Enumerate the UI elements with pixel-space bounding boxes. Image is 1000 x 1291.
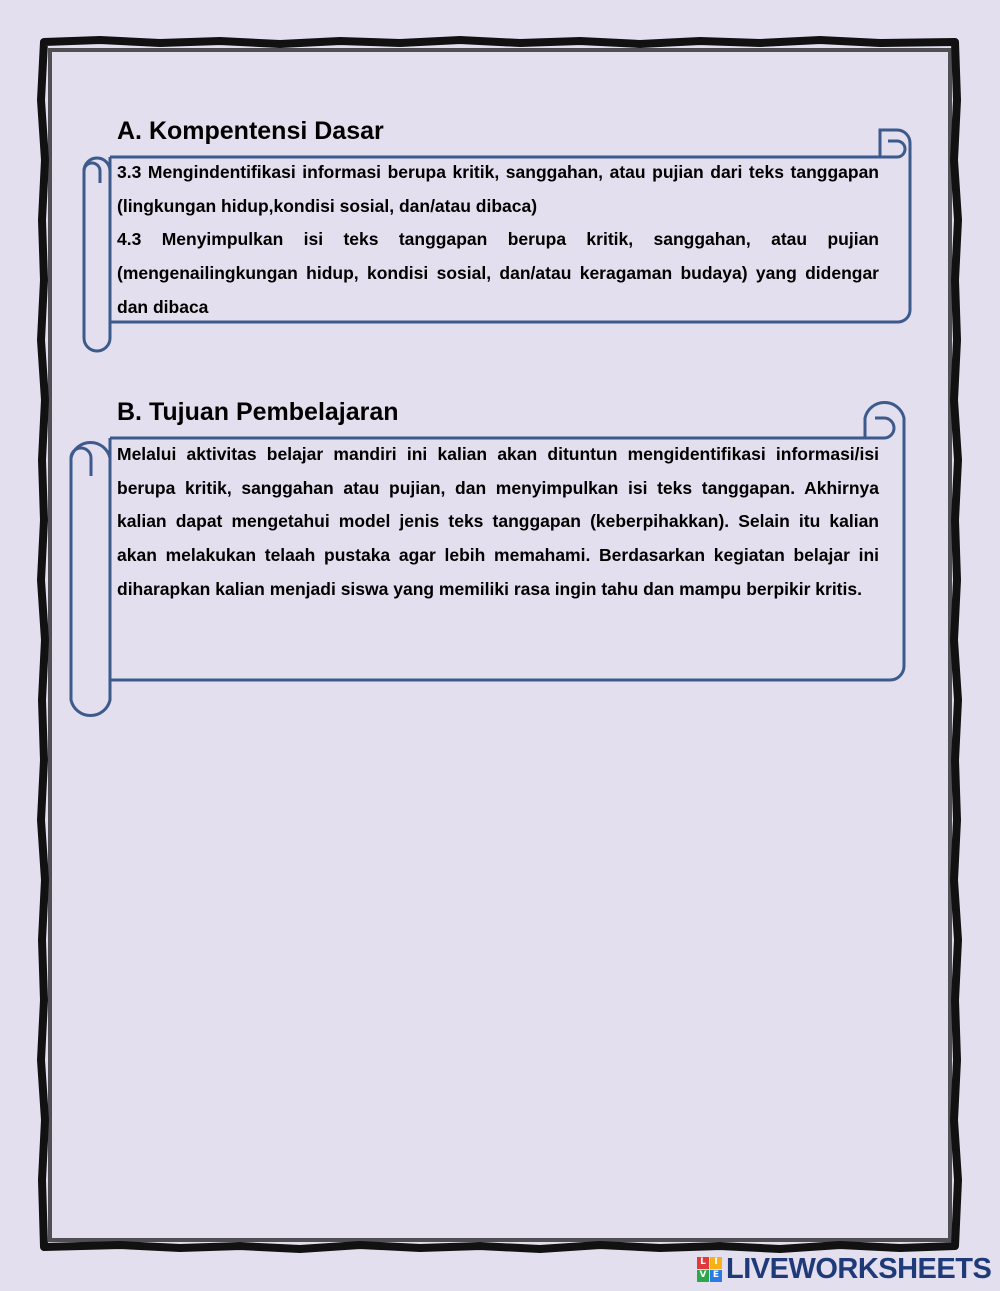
badge-letter: L (697, 1257, 709, 1269)
kompetensi-dasar-text (117, 156, 879, 325)
section-heading-kompetensi-dasar: A. Kompentensi Dasar (117, 117, 384, 145)
section-heading-tujuan-pembelajaran: B. Tujuan Pembelajaran (117, 398, 399, 426)
liveworksheets-badge-icon (697, 1257, 722, 1282)
badge-letter: V (697, 1270, 709, 1282)
tujuan-pembelajaran-text (117, 438, 879, 607)
liveworksheets-wordmark: LIVEWORKSHEETS (726, 1252, 992, 1285)
tp-paragraph: Melalui aktivitas belajar mandiri ini kalian akan dituntun mengidentifikasi informasi/isi berupa kritik, sanggahan atau pujian, dan menyimpulkan isi teks tanggapan. Akhirnya kalian dapat mengetahui model jenis teks tanggapan (keberpihakkan). Selain itu kalian akan melakukan telaah pustaka agar lebih memahami. Berdasarkan kegiatan belajar ini diharapkan kalian menjadi siswa yang memiliki rasa ingin tahu dan mampu berpikir kritis. (117, 444, 879, 599)
badge-letter: E (710, 1270, 722, 1282)
kd-paragraph-3-3: 3.3 Mengindentifikasi informasi berupa kritik, sanggahan, atau pujian dari teks tanggapan (lingkungan hidup,kondisi sosial, dan/atau dibaca) (117, 162, 879, 216)
kd-paragraph-4-3: 4.3 Menyimpulkan isi teks tanggapan berupa kritik, sanggahan, atau pujian (mengenailingkungan hidup, kondisi sosial, dan/atau keragaman budaya) yang didengar dan dibaca (117, 229, 879, 317)
liveworksheets-watermark (697, 1254, 991, 1284)
badge-letter: I (710, 1257, 722, 1269)
